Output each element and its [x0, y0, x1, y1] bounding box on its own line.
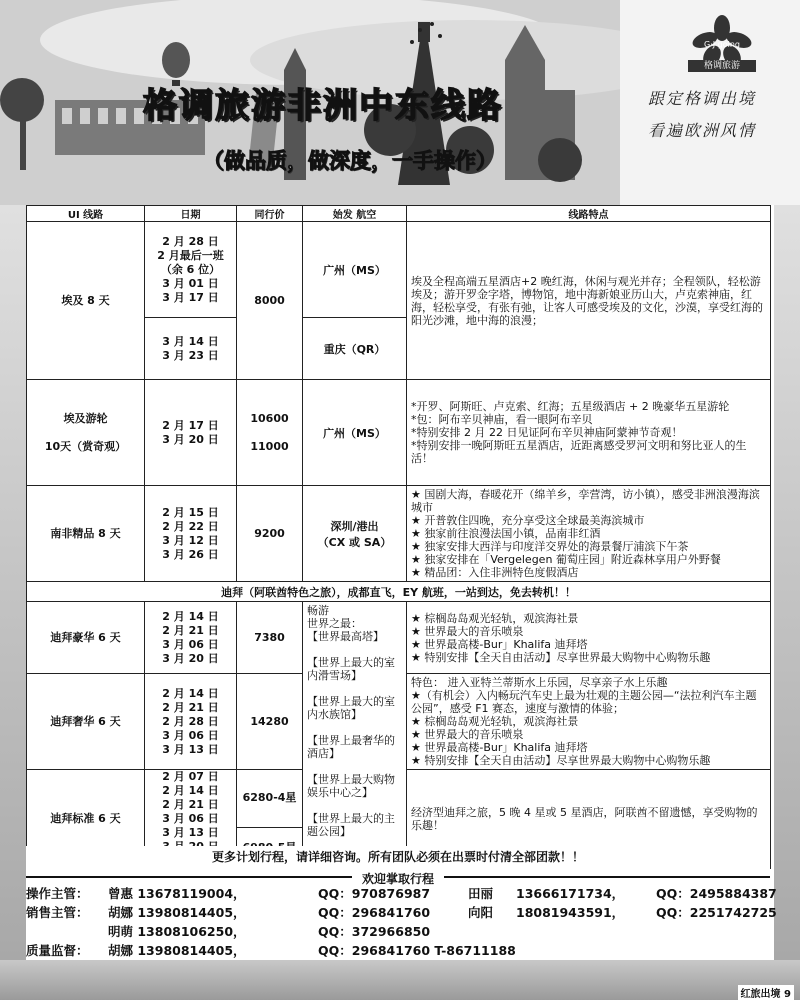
col-header-features: 线路特点 — [407, 206, 771, 222]
date-list: 2 月 28 日 2 月最后一班 （余 6 位） 3 月 01 日 3 月 17 日 — [145, 222, 237, 318]
depart-airline: 深圳/港出 （CX 或 SA） — [303, 486, 407, 582]
date-list: 3 月 14 日 3 月 23 日 — [145, 318, 237, 380]
price-value: 9200 — [237, 486, 303, 582]
date-list: 2 月 15 日 2 月 22 日 3 月 12 日 3 月 26 日 — [145, 486, 237, 582]
right-decor-strip — [774, 205, 800, 960]
date-list: 2 月 14 日 2 月 21 日 3 月 06 日 3 月 20 日 — [145, 602, 237, 674]
price-value: 8000 — [237, 222, 303, 380]
contact-footer — [26, 846, 777, 958]
bottom-decor-strip — [0, 960, 800, 1000]
payment-notice: 更多计划行程，请详细咨询。所有团队必须在出票时付清全部团款！！ — [211, 850, 584, 864]
slogan-line-1: 跟定格调出境 — [648, 89, 757, 108]
price-value: 7380 — [237, 602, 303, 674]
page-number: 红旅出境 9 — [738, 985, 794, 1000]
route-table — [26, 205, 771, 869]
welcome-divider: 欢迎掌取行程 — [26, 868, 770, 884]
dubai-banner: 迪拜（阿联酋特色之旅），成都直飞，EY 航班，一站到达，免去转机！！ — [27, 582, 771, 602]
route-name: 埃及游轮 10天（赏奇观） — [27, 380, 145, 486]
table-row — [27, 222, 771, 318]
route-features: *开罗、阿斯旺、卢克索、红海；五星级酒店 + 2 晚豪华五星游轮 *包：阿布辛贝神庙，看一眼阿布辛贝 *特别安排 2 月 22 日见证阿布辛贝神庙阿蒙神节奇观！ *特别安排一晚阿斯旺五星酒店，近距离感受罗河文明和努比亚人的生活！ — [407, 380, 771, 486]
price-value: 6280-4星 — [237, 770, 303, 828]
left-decor-strip — [0, 205, 26, 960]
header-banner — [0, 0, 800, 205]
brand-name: 格调旅游 — [688, 60, 756, 72]
route-features: 特色： 进入亚特兰蒂斯水上乐园，尽享亲子水上乐趣 ★（有机会）入内畅玩汽车史上最为壮观的主题公园—“法拉利汽车主题公园”，感受 F1 赛态，速度与激情的体验； ★ 棕榈岛岛观光轻轨，观滨海社景 ★ 世界最大的音乐喷泉 ★ 世界最高楼-Bur」Khalifa 迪拜塔 ★ 特别安排【全天自由活动】尽享世界最大购物中心购物乐趣 — [407, 674, 771, 770]
route-features: ★ 国剧大海，春暖花开（绵羊乡，孪营湾，访小镇），感受非洲浪漫海滨城市 ★ 开普敦住四晚，充分享受这全球最美海滨城市 ★ 独家前往浪漫法国小镇，品南非红酒 ★ 独家安排大西洋与印度洋交界处的海景餐厅浦滨下午茶 ★ 独家安排在「Vergelegen 葡萄庄园」附近森林享用户外野餐 ★ 精品团：入住非洲特色度假酒店 — [407, 486, 771, 582]
contact-row: 操作主管： 曾惠 13678119004， QQ：970876987 田丽 13666171734， QQ：2495884387 — [26, 886, 777, 901]
date-list: 2 月 14 日 2 月 21 日 2 月 28 日 3 月 06 日 3 月 13 日 — [145, 674, 237, 770]
table-row — [27, 602, 771, 674]
contact-row: 明萌 13808106250， QQ：372966850 — [108, 924, 431, 939]
col-header-price: 同行价 — [237, 206, 303, 222]
route-name: 南非精品 8 天 — [27, 486, 145, 582]
col-header-route: UI 线路 — [27, 206, 145, 222]
depart-airline: 重庆（QR） — [303, 318, 407, 380]
route-name: 迪拜奢华 6 天 — [27, 674, 145, 770]
contact-row: 质量监督： 胡娜 13980814405， QQ：296841760 T-86711188 — [26, 943, 516, 958]
page-title: 格调旅游非洲中东线路 — [143, 86, 503, 126]
route-features: 经济型迪拜之旅，5 晚 4 星或 5 星酒店，阿联酋不留遗憾，享受购物的乐趣！ — [407, 770, 771, 869]
col-header-date: 日期 — [145, 206, 237, 222]
route-features: 埃及全程高端五星酒店+2 晚红海，休闲与观光并存；全程领队，轻松游埃及；游开罗金字塔，博物馆，地中海新娘亚历山大，卢克索神庙，红海，轻松享受，有张有弛，让客人可感受埃及的文化，沙漠，享受红海的阳光沙滩，地中海的浪漫； — [407, 222, 771, 380]
logo-text: G·J going — [704, 40, 740, 49]
page-subtitle: （做品质，做深度，一手操作） — [203, 149, 497, 173]
price-value: 14280 — [237, 674, 303, 770]
date-list: 2 月 17 日 3 月 20 日 — [145, 380, 237, 486]
date-list: 2 月 07 日 2 月 14 日 2 月 21 日 3 月 06 日 3 月 13 日 — [145, 770, 237, 869]
depart-airline: 广州（MS） — [303, 222, 407, 318]
price-value: 10600 11000 — [237, 380, 303, 486]
table-row — [27, 380, 771, 486]
depart-airline: 广州（MS） — [303, 380, 407, 486]
dubai-highlights: 畅游 世界之最： 【世界最高塔】 【世界上最大的室内滑雪场】 【世界上最大的室内水族馆】 【世界上最奢华的酒店】 【世界上最大购物娱乐中心之】 【世界上最大的主题公园】 — [303, 602, 407, 869]
slogan-line-2: 看遍欧洲风情 — [648, 121, 757, 140]
col-header-depart: 始发 航空 — [303, 206, 407, 222]
table-header-row — [27, 206, 771, 222]
table-row — [27, 486, 771, 582]
route-features: ★ 棕榈岛岛观光轻轨，观滨海社景 ★ 世界最大的音乐喷泉 ★ 世界最高楼-Bur」Khalifa 迪拜塔 ★ 特别安排【全天自由活动】尽享世界最大购物中心购物乐趣 — [407, 602, 771, 674]
table-row — [27, 582, 771, 602]
route-name: 迪拜豪华 6 天 — [27, 602, 145, 674]
contact-row: 销售主管： 胡娜 13980814405， QQ：296841760 向阳 18081943591， QQ：2251742725 — [26, 905, 777, 920]
route-name: 埃及 8 天 — [27, 222, 145, 380]
route-name: 迪拜标准 6 天 — [27, 770, 145, 869]
